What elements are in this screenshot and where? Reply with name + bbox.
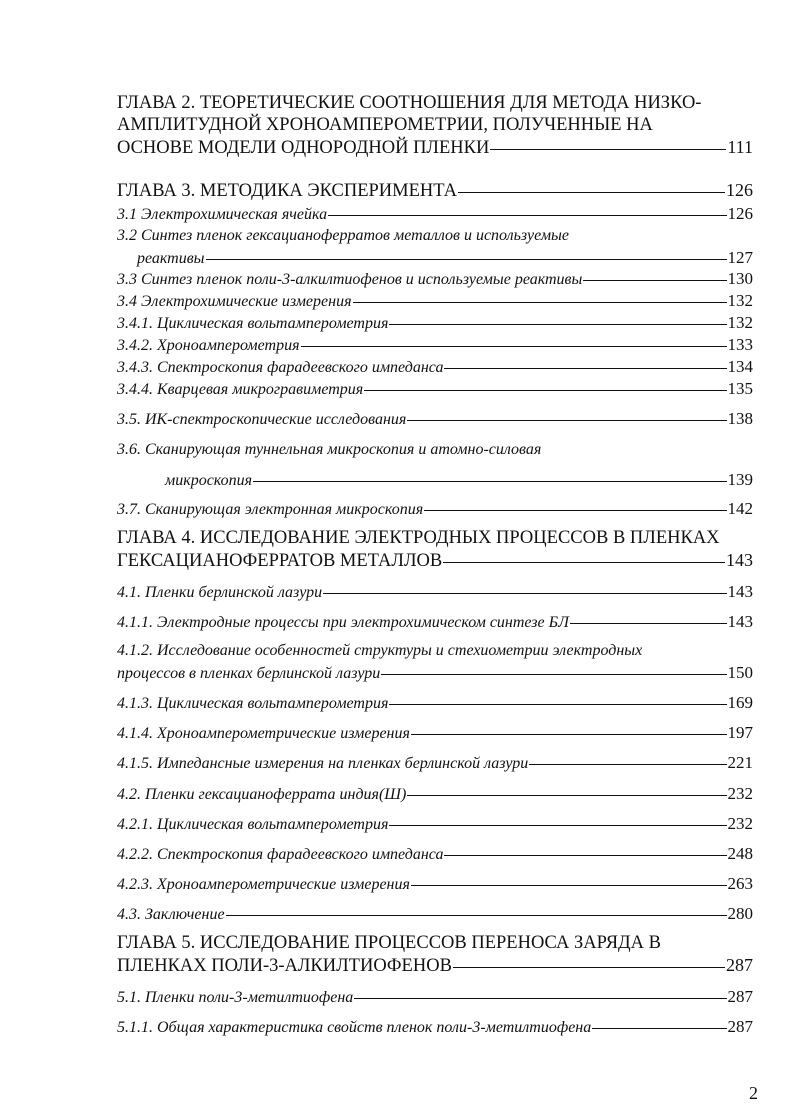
dot-leader — [424, 510, 726, 511]
toc-page: 132 — [727, 313, 753, 332]
dot-leader — [570, 623, 727, 624]
toc-entry — [117, 378, 753, 401]
dot-leader — [458, 192, 725, 193]
toc-title: 3.4.2. Хроноамперометрия — [117, 337, 300, 354]
toc-entry — [117, 290, 753, 313]
toc-title: 3.7. Сканирующая электронная микроскопия — [117, 501, 424, 518]
toc-title: 3.1 Электрохимическая ячейка — [117, 206, 328, 223]
toc-line — [117, 136, 753, 159]
dot-leader — [353, 302, 727, 303]
dot-leader — [444, 855, 726, 856]
toc-entry-chapter-5 — [117, 932, 753, 977]
dot-leader — [301, 346, 727, 347]
toc-title: 4.1. Пленки берлинской лазури — [117, 584, 323, 601]
toc-entry — [117, 843, 753, 866]
dot-leader — [226, 915, 727, 916]
toc-page: 150 — [727, 663, 753, 682]
toc-page: 143 — [726, 550, 753, 570]
toc-title: ГЛАВА 3. МЕТОДИКА ЭКСПЕРИМЕНТА — [117, 181, 458, 201]
toc-page: 126 — [727, 204, 753, 223]
toc-entry — [117, 692, 753, 715]
toc-entry — [117, 268, 753, 291]
dot-leader — [583, 280, 726, 281]
dot-leader — [592, 1028, 726, 1029]
toc-title: 4.1.1. Электродные процессы при электрохимическом синтезе БЛ — [117, 614, 569, 631]
toc-entry — [117, 986, 753, 1009]
toc-entry-chapter-4 — [117, 527, 753, 572]
toc-page: 138 — [727, 409, 753, 428]
toc-page: 127 — [727, 248, 753, 267]
toc-title: 4.2.3. Хроноамперометрические измерения — [117, 876, 410, 893]
toc-page: 197 — [727, 723, 753, 742]
dot-leader — [490, 149, 726, 150]
toc-entry — [117, 813, 753, 836]
dot-leader — [529, 764, 726, 765]
toc-entry — [117, 334, 753, 357]
dot-leader — [354, 998, 726, 999]
toc-title: 3.4 Электрохимические измерения — [117, 293, 352, 310]
toc-entry — [117, 581, 753, 604]
dot-leader — [328, 215, 726, 216]
toc-page: 232 — [727, 814, 753, 833]
toc-title: микроскопия — [165, 472, 253, 489]
dot-leader — [444, 368, 726, 369]
toc-entry — [117, 439, 753, 492]
toc-entry-chapter-2 — [117, 92, 753, 159]
dot-leader — [407, 795, 726, 796]
dot-leader — [389, 825, 726, 826]
toc-entry — [117, 408, 753, 431]
dot-leader — [381, 674, 726, 675]
toc-title: 4.2. Пленки гексацианоферрата индия(Ш) — [117, 786, 407, 803]
toc-title: 4.2.2. Спектроскопия фарадеевского импеданса — [117, 846, 444, 863]
toc-page: 133 — [727, 335, 753, 354]
dot-leader — [411, 885, 727, 886]
toc-page: 287 — [727, 1017, 753, 1036]
dot-leader — [364, 390, 726, 391]
toc-title: ПЛЕНКАХ ПОЛИ-3-АЛКИЛТИОФЕНОВ — [117, 956, 452, 976]
toc-entry — [117, 640, 753, 685]
page-number: 2 — [749, 1083, 758, 1103]
toc-title: 3.5. ИК-спектроскопические исследования — [117, 411, 407, 428]
toc-title: 3.4.4. Кварцевая микрогравиметрия — [117, 381, 364, 398]
toc-page: 280 — [727, 904, 753, 923]
dot-leader — [443, 562, 725, 563]
toc-line: 3.2 Синтез пленок гексацианоферратов металлов и используемые — [117, 227, 569, 244]
toc-line: 4.1.2. Исследование особенностей структуры и стехиометрии электродных — [117, 642, 643, 659]
toc-page: 132 — [727, 291, 753, 310]
toc-title: 3.4.3. Спектроскопия фарадеевского импеданса — [117, 359, 444, 376]
toc-entry — [117, 312, 753, 335]
dot-leader — [453, 967, 725, 968]
dot-leader — [253, 481, 726, 482]
toc-title: 4.1.3. Циклическая вольтамперометрия — [117, 695, 389, 712]
dot-leader — [411, 734, 727, 735]
toc-page: 287 — [727, 987, 753, 1006]
toc-entry — [117, 722, 753, 745]
toc-entry — [117, 752, 753, 775]
dot-leader — [389, 324, 726, 325]
toc-title: 4.3. Заключение — [117, 906, 225, 923]
toc-title: 3.3 Синтез пленок поли-3-алкилтиофенов и используемые реактивы — [117, 271, 583, 288]
toc-page: 221 — [727, 753, 753, 772]
toc-line — [117, 179, 753, 202]
toc-page: 232 — [727, 784, 753, 803]
toc-page: 169 — [727, 693, 753, 712]
dot-leader — [389, 704, 726, 705]
toc-page: 134 — [727, 357, 753, 376]
toc-entry — [117, 903, 753, 926]
toc-page: 139 — [727, 470, 753, 489]
toc-title: 4.1.4. Хроноамперометрические измерения — [117, 725, 410, 742]
toc-entry — [117, 611, 753, 634]
toc-entry — [117, 203, 753, 226]
toc-title: процессов в пленках берлинской лазури — [117, 665, 381, 682]
toc-line: АМПЛИТУДНОЙ ХРОНОАМПЕРОМЕТРИИ, ПОЛУЧЕННЫЕ НА — [117, 115, 653, 135]
toc-entry — [117, 1016, 753, 1039]
toc-page: 135 — [727, 379, 753, 398]
toc-line: 3.6. Сканирующая туннельная микроскопия и атомно-силовая — [117, 441, 542, 458]
toc-page: 143 — [727, 582, 753, 601]
toc-line: ГЛАВА 2. ТЕОРЕТИЧЕСКИЕ СООТНОШЕНИЯ ДЛЯ МЕТОДА НИЗКО- — [117, 93, 702, 113]
toc-page: 126 — [726, 180, 753, 200]
toc-page: 143 — [727, 612, 753, 631]
toc-entry — [117, 783, 753, 806]
toc-title: ОСНОВЕ МОДЕЛИ ОДНОРОДНОЙ ПЛЕНКИ — [117, 138, 490, 158]
toc-line: ГЛАВА 4. ИССЛЕДОВАНИЕ ЭЛЕКТРОДНЫХ ПРОЦЕССОВ В ПЛЕНКАХ — [117, 528, 720, 548]
toc-entry — [117, 356, 753, 379]
toc-title: 4.1.5. Импедансные измерения на пленках берлинской лазури — [117, 755, 529, 772]
toc-entry — [117, 225, 753, 270]
toc-page: 248 — [727, 844, 753, 863]
toc-entry — [117, 873, 753, 896]
toc-line: ГЛАВА 5. ИССЛЕДОВАНИЕ ПРОЦЕССОВ ПЕРЕНОСА ЗАРЯДА В — [117, 933, 661, 953]
toc-title: 3.4.1. Циклическая вольтамперометрия — [117, 315, 389, 332]
toc-entry — [117, 498, 753, 521]
dot-leader — [407, 420, 726, 421]
toc-title: 5.1.1. Общая характеристика свойств пленок поли-3-метилтиофена — [117, 1019, 592, 1036]
toc-title: 5.1. Пленки поли-3-метилтиофена — [117, 989, 354, 1006]
toc-page: 130 — [727, 269, 753, 288]
toc-page: 263 — [727, 874, 753, 893]
toc-title: реактивы — [137, 250, 205, 267]
toc-page: 287 — [726, 955, 753, 975]
toc-title: ГЕКСАЦИАНОФЕРРАТОВ МЕТАЛЛОВ — [117, 551, 443, 571]
toc-page: 142 — [727, 499, 753, 518]
dot-leader — [206, 259, 727, 260]
toc-page: 111 — [727, 137, 753, 157]
toc-title: 4.2.1. Циклическая вольтамперометрия — [117, 816, 389, 833]
dot-leader — [323, 593, 726, 594]
toc-entry-chapter-3 — [117, 179, 753, 202]
